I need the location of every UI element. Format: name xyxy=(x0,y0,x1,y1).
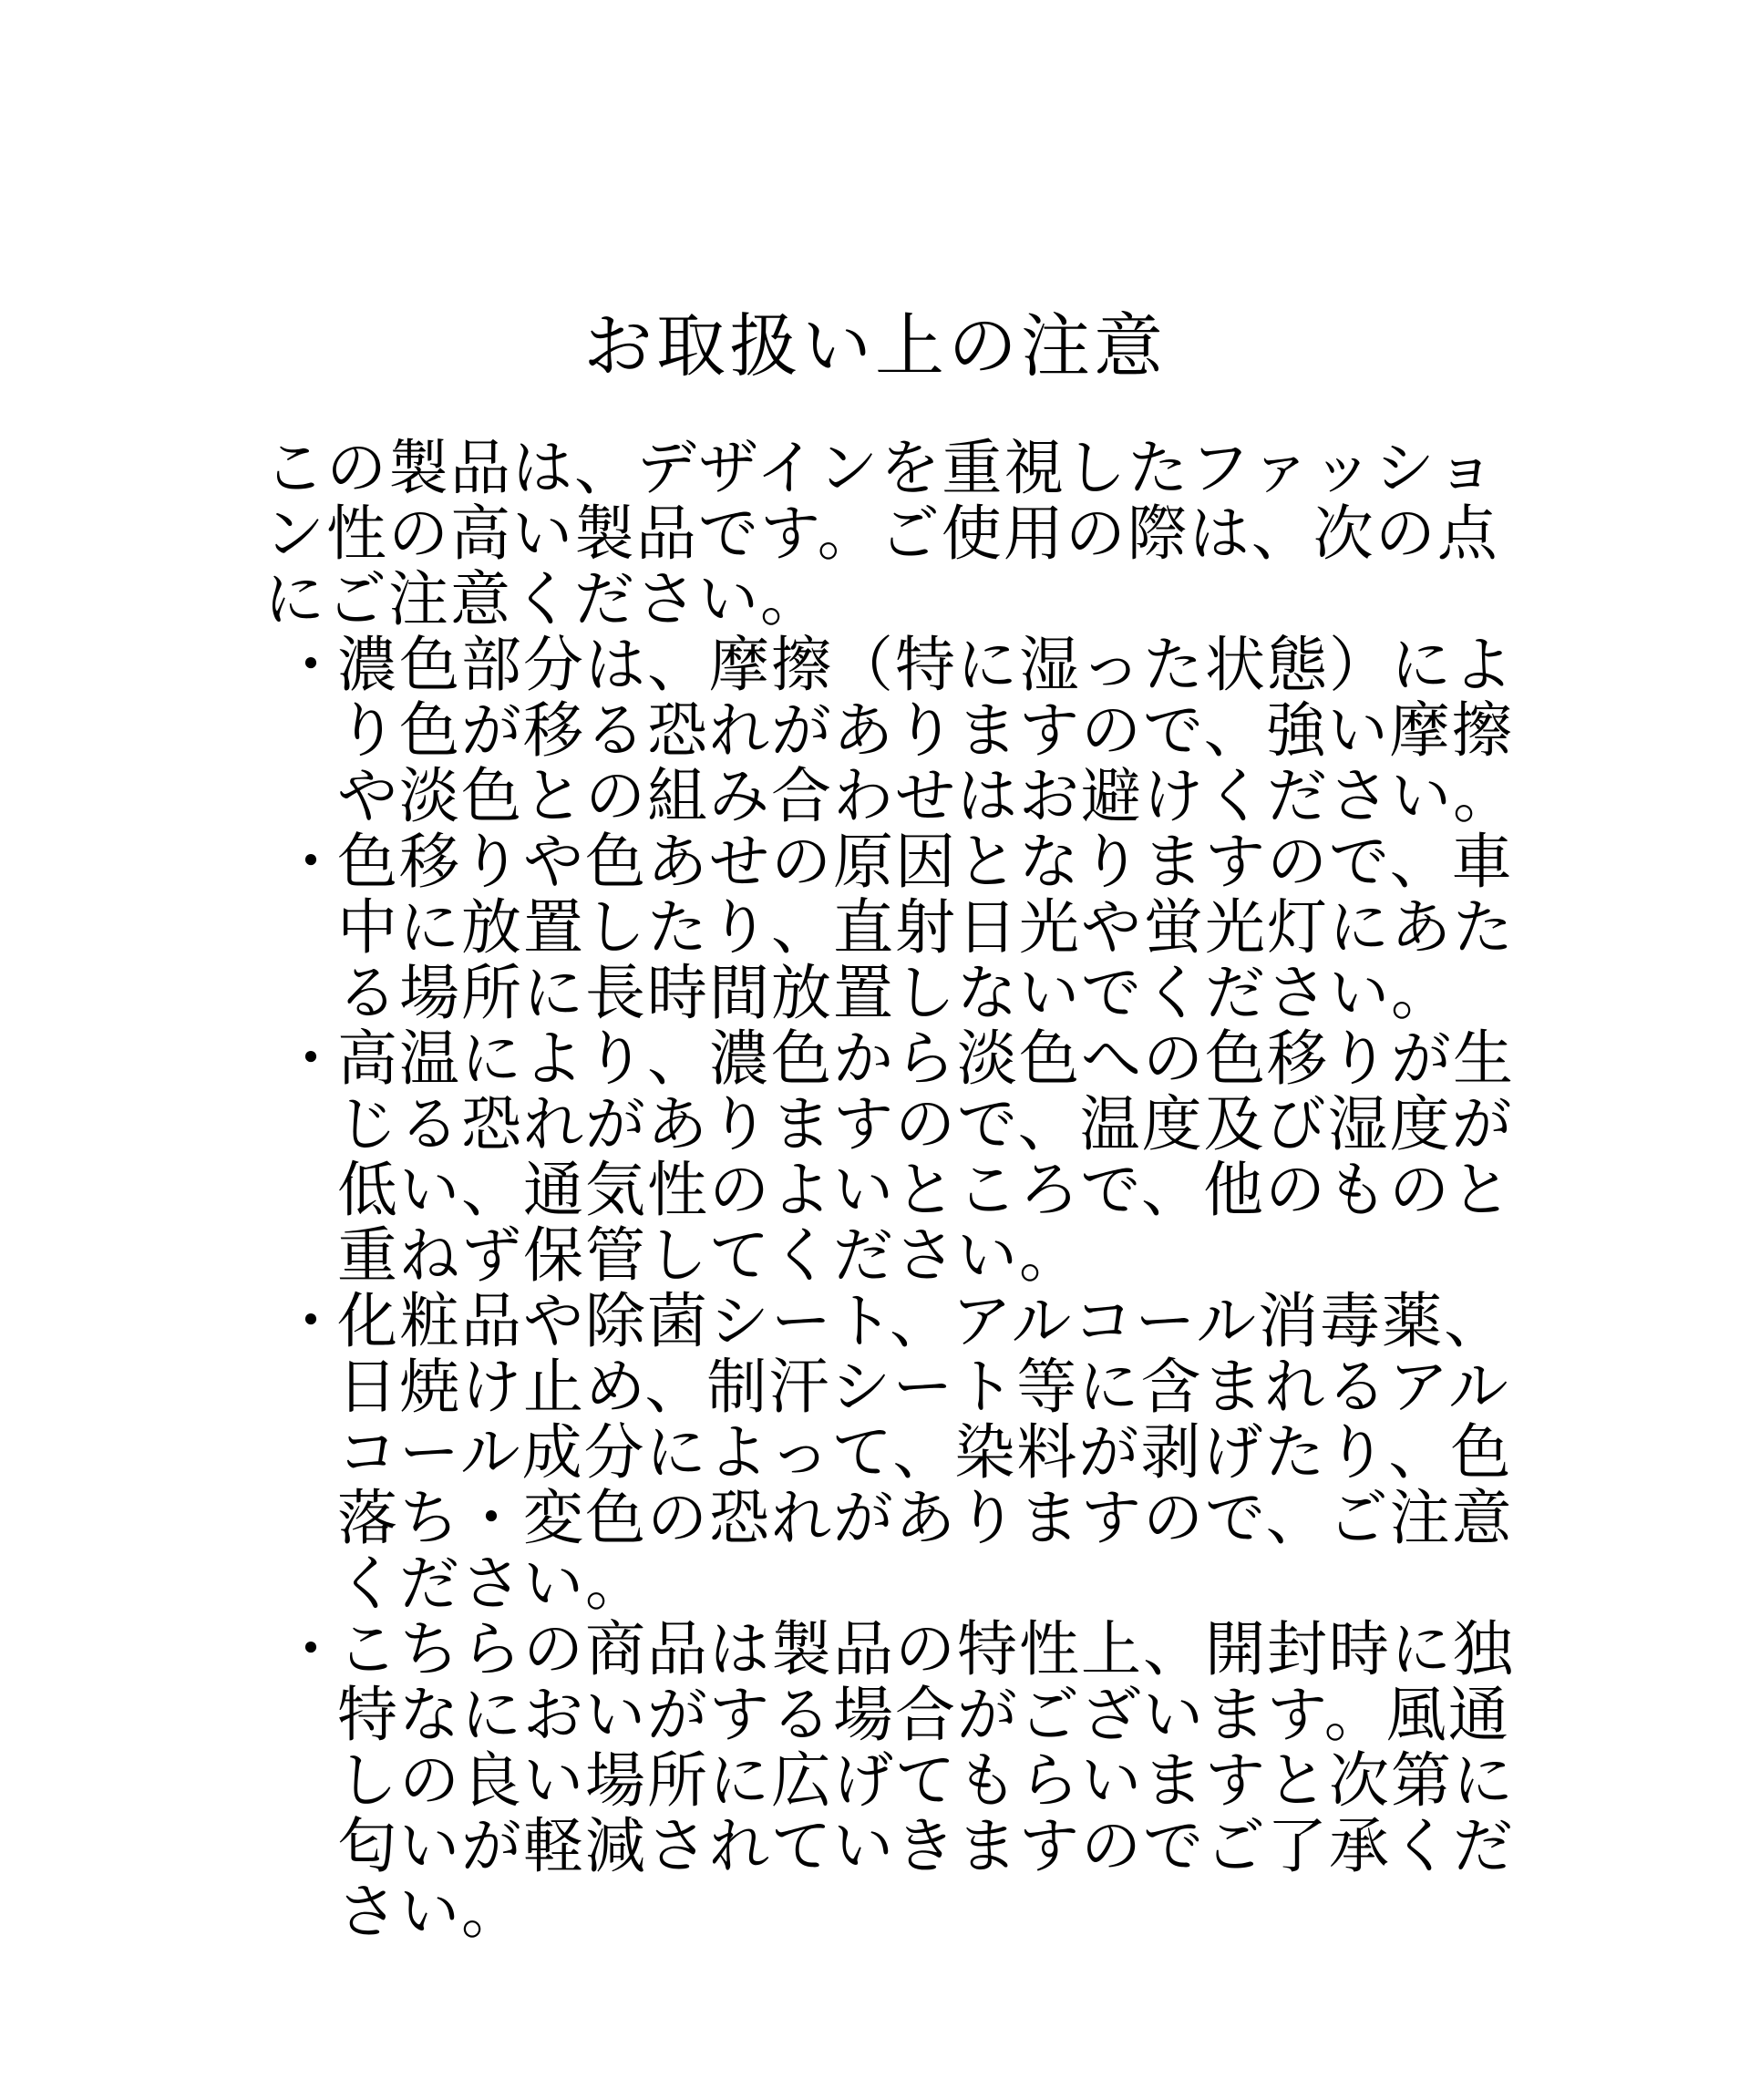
caution-line: 色移りや色あせの原因となりますので、車 xyxy=(337,827,1514,897)
caution-line: 高温により、濃色から淡色への色移りが生 xyxy=(337,1024,1515,1094)
caution-item-dark-color-rubbing xyxy=(273,630,1515,831)
intro-line: にご注意ください。 xyxy=(264,564,822,634)
caution-item-alcohol xyxy=(273,1286,1514,1619)
caution-item-odor xyxy=(273,1614,1515,1947)
caution-line: 濃色部分は、摩擦（特に湿った状態）によ xyxy=(337,630,1515,700)
caution-line: 化粧品や除菌シート、アルコール消毒薬、 xyxy=(337,1286,1507,1356)
caution-line: ください。 xyxy=(337,1549,647,1619)
caution-line: や淡色との組み合わせはお避けください。 xyxy=(337,761,1515,831)
bullet-icon: ・ xyxy=(281,827,341,897)
intro-line: ン性の高い製品です。ご使用の際は、次の点 xyxy=(264,499,1499,569)
caution-line: り色が移る恐れがありますので、強い摩擦 xyxy=(337,695,1514,766)
intro-line: この製品は、デザインを重視したファッショ xyxy=(264,433,1498,503)
bullet-icon: ・ xyxy=(281,1286,341,1356)
caution-line: コール成分によって、染料が剥げたり、色 xyxy=(337,1417,1513,1488)
caution-line: る場所に長時間放置しないでください。 xyxy=(337,958,1453,1028)
caution-item-storage xyxy=(273,1026,1513,1289)
caution-line: 日焼け止め、制汗シート等に含まれるアル xyxy=(337,1352,1510,1422)
caution-line: 落ち・変色の恐れがありますので、ご注意 xyxy=(337,1483,1514,1553)
caution-line: 特なにおいがする場合がございます。風通 xyxy=(337,1680,1510,1750)
caution-line: じる恐れがありますので、温度及び湿度が xyxy=(337,1089,1514,1159)
caution-line: 匂いが軽減されていきますのでご了承くだ xyxy=(337,1811,1515,1881)
caution-line: こちらの商品は製品の特性上、開封時に独 xyxy=(337,1614,1515,1684)
page-title: お取扱い上の注意 xyxy=(583,305,1167,386)
caution-item-fading xyxy=(273,829,1513,1026)
caution-line: 重ねず保管してください。 xyxy=(337,1220,1081,1291)
bullet-icon: ・ xyxy=(281,630,341,700)
bullet-icon: ・ xyxy=(281,1614,341,1684)
caution-line: 低い、通気性のよいところで、他のものと xyxy=(337,1155,1514,1225)
caution-list xyxy=(273,630,1515,1947)
caution-line: 中に放置したり、直射日光や蛍光灯にあた xyxy=(337,892,1515,962)
caution-line: さい。 xyxy=(337,1877,523,1947)
intro-paragraph xyxy=(264,433,1504,634)
bullet-icon: ・ xyxy=(281,1024,341,1094)
caution-line: しの良い場所に広げてもらいますと次第に xyxy=(337,1745,1515,1816)
